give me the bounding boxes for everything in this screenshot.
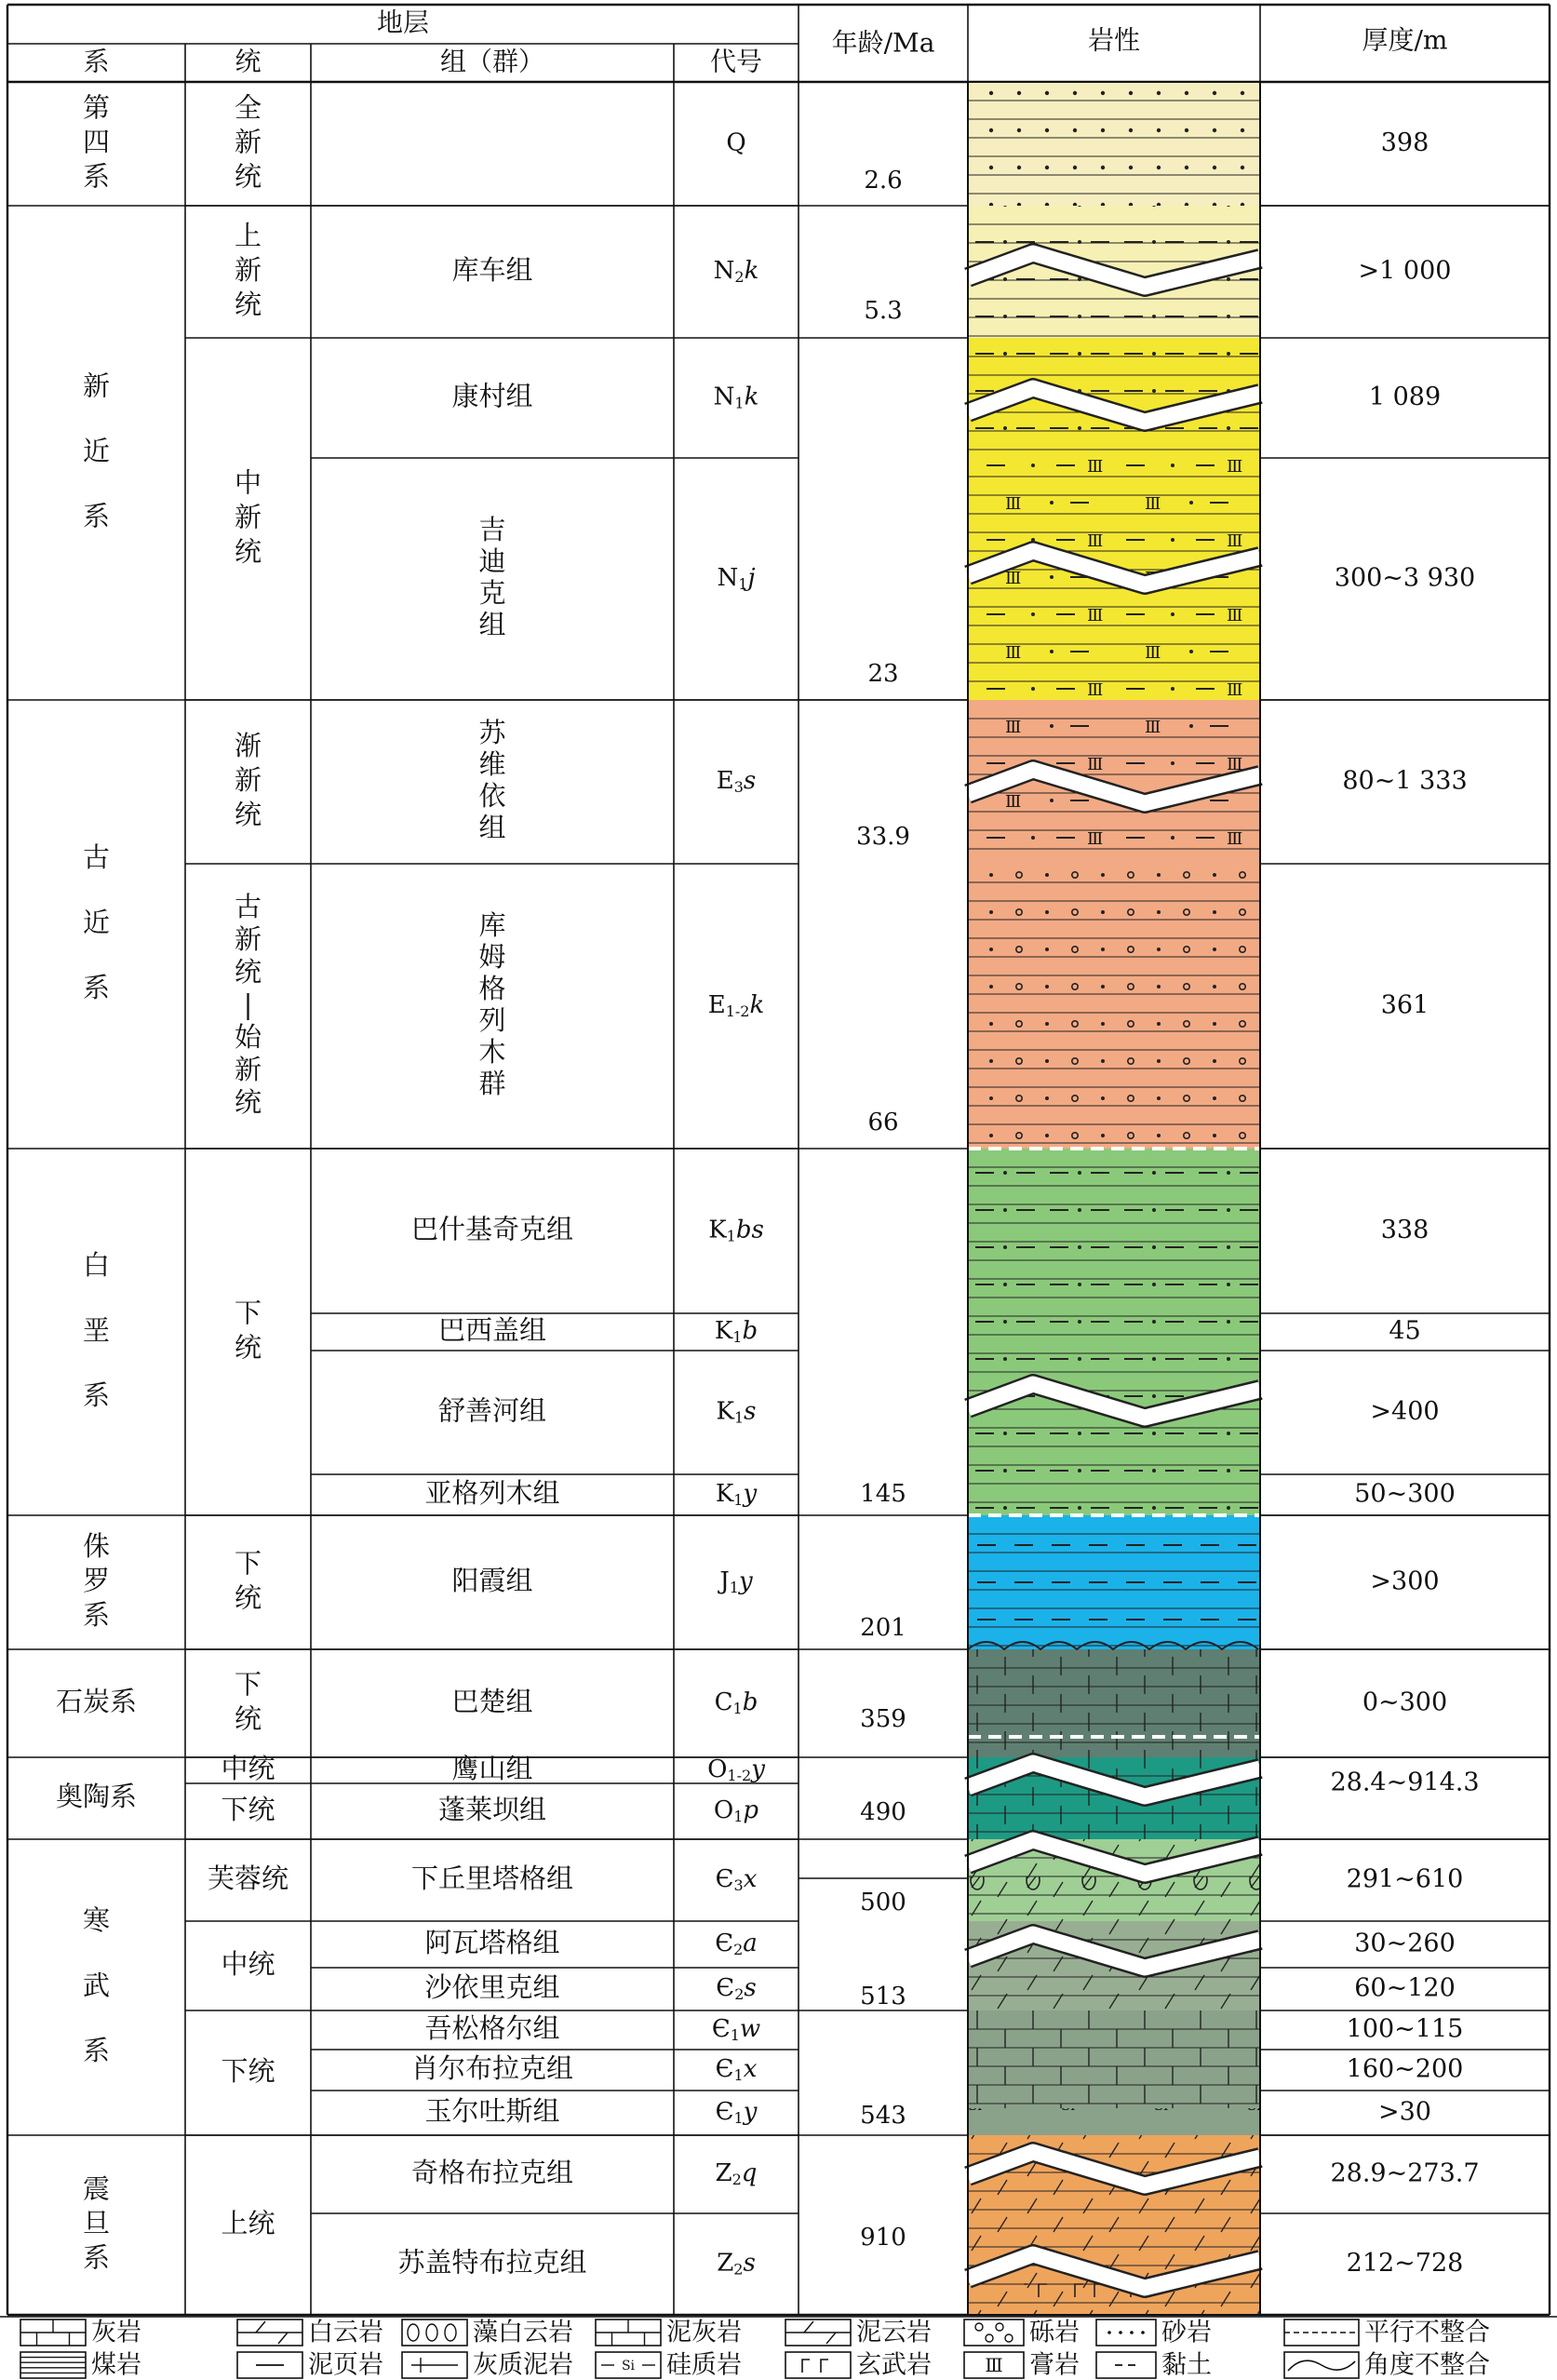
formation-thickness: 338 xyxy=(1380,1216,1429,1244)
legend-swatch xyxy=(20,2352,86,2378)
legend-label: 玄武岩 xyxy=(856,2350,932,2380)
formation-thickness: 45 xyxy=(1389,1316,1421,1346)
legend-swatch xyxy=(1096,2319,1156,2346)
formation-thickness: 300~3 930 xyxy=(1334,563,1476,593)
legend-label: 泥云岩 xyxy=(856,2318,932,2347)
formation-name: 亚格列木组 xyxy=(424,1477,560,1509)
formation-thickness: 291~610 xyxy=(1346,1864,1464,1894)
formation-thickness: 160~200 xyxy=(1346,2054,1464,2084)
header-code: 代号 xyxy=(709,46,763,77)
legend-label: 泥页岩 xyxy=(308,2350,383,2380)
formation-thickness: >400 xyxy=(1370,1397,1440,1426)
legend-swatch xyxy=(1096,2352,1156,2378)
legend-item-algal-dolomite xyxy=(402,2319,573,2347)
legend-label: 灰质泥岩 xyxy=(473,2350,573,2380)
formation-code: $C_1b$ xyxy=(714,1688,758,1717)
lithology-column xyxy=(968,82,1260,2315)
formation-name: 肖尔布拉克组 xyxy=(410,2052,574,2084)
system-name: 白垩系 xyxy=(82,1249,111,1411)
formation-code: $Є_1w$ xyxy=(711,2015,761,2044)
lithology-pattern xyxy=(968,1649,1260,1757)
header-age: 年龄/Ma xyxy=(831,27,935,59)
formation-thickness: 30~260 xyxy=(1354,1929,1456,1958)
legend-label: 黏土 xyxy=(1161,2350,1212,2380)
siliceous-pattern xyxy=(968,2108,1260,2135)
legend-item-angular-unconformity xyxy=(1284,2351,1490,2380)
legend-item-basalt xyxy=(785,2351,932,2380)
formation-code: $E_{1-2}k$ xyxy=(707,991,765,1020)
system-name: 侏罗系 xyxy=(82,1530,111,1631)
formation-code: $Є_2a$ xyxy=(715,1930,758,1958)
formation-code: $J_1y$ xyxy=(719,1567,753,1596)
formation-name: 奇格布拉克组 xyxy=(410,2157,574,2188)
formation-thickness: 361 xyxy=(1380,990,1429,1020)
legend-swatch xyxy=(964,2319,1024,2346)
ordovician-thickness: 28.4~914.3 xyxy=(1330,1768,1480,1797)
legend-label: 藻白云岩 xyxy=(473,2318,573,2347)
legend-swatch xyxy=(785,2352,851,2378)
formation-name: 蓬莱坝组 xyxy=(437,1794,547,1825)
legend-item-conglomerate xyxy=(964,2319,1080,2347)
formation-thickness: 0~300 xyxy=(1362,1688,1448,1717)
series-name: 上新统 xyxy=(234,220,262,320)
series-name: 中统 xyxy=(221,1948,275,1980)
series-name: 全新统 xyxy=(234,91,262,193)
age-value: 543 xyxy=(860,2102,906,2130)
lithology-pattern xyxy=(968,1515,1260,1649)
age-value: 201 xyxy=(860,1614,906,1642)
series-name: 中统 xyxy=(221,1753,275,1784)
formation-name: 库姆格列木群 xyxy=(478,909,506,1099)
legend-item-disconformity xyxy=(1284,2319,1490,2347)
legend xyxy=(0,2317,1557,2380)
age-value: 2.6 xyxy=(864,167,903,195)
legend-label: 膏岩 xyxy=(1029,2350,1080,2380)
age-value: 5.3 xyxy=(864,297,903,325)
formation-name: 苏维依组 xyxy=(478,717,506,843)
formation-name: 吾松格尔组 xyxy=(424,2012,560,2044)
legend-item-clay xyxy=(1096,2351,1212,2380)
series-name: 下统 xyxy=(234,1297,262,1364)
formation-code: $N_1k$ xyxy=(713,383,759,411)
series-name: 下统 xyxy=(234,1668,262,1735)
formation-code: $O_1p$ xyxy=(713,1796,759,1825)
header-thickness: 厚度/m xyxy=(1362,24,1448,56)
formation-name: 吉迪克组 xyxy=(478,514,506,640)
legend-label: 砾岩 xyxy=(1029,2318,1080,2347)
formation-code: $K_1b$ xyxy=(714,1317,758,1346)
formation-code: $K_1bs$ xyxy=(708,1216,764,1244)
age-value: 33.9 xyxy=(856,823,910,851)
formation-code: $K_1y$ xyxy=(715,1480,758,1509)
series-name: 上统 xyxy=(221,2207,275,2239)
age-value: 910 xyxy=(860,2224,906,2252)
formation-name: 鹰山组 xyxy=(451,1753,533,1784)
formation-name: 巴楚组 xyxy=(451,1686,533,1717)
lithology-pattern xyxy=(968,1149,1260,1515)
formation-name: 苏盖特布拉克组 xyxy=(397,2246,587,2279)
formation-thickness: 100~115 xyxy=(1346,2014,1464,2044)
formation-name: 舒善河组 xyxy=(437,1394,547,1427)
series-name: 古新统|始新统 xyxy=(234,891,262,1118)
legend-label: 角度不整合 xyxy=(1364,2350,1490,2380)
svg-text:Ⅲ: Ⅲ xyxy=(985,2354,1003,2376)
system-name: 古近系 xyxy=(82,841,111,1003)
legend-label: 泥灰岩 xyxy=(666,2318,742,2347)
legend-item-marl xyxy=(596,2319,742,2347)
formation-thickness: 80~1 333 xyxy=(1342,766,1468,796)
formation-code: $O_{1-2}y$ xyxy=(707,1755,765,1784)
series-name: 下统 xyxy=(221,2055,275,2087)
age-value: 513 xyxy=(860,1983,906,2010)
formation-name: 巴西盖组 xyxy=(437,1314,547,1346)
formation-code: Q xyxy=(726,128,746,157)
formation-name: 下丘里塔格组 xyxy=(410,1862,574,1894)
legend-label: 灰岩 xyxy=(91,2318,141,2347)
series-name: 下统 xyxy=(221,1794,275,1825)
formation-code: $Z_2s$ xyxy=(717,2249,756,2278)
legend-label: 硅质岩 xyxy=(666,2350,742,2380)
series-name: 渐新统 xyxy=(234,730,262,830)
legend-item-calcareous-mudstone xyxy=(402,2351,573,2380)
legend-item-argillaceous-dolomite xyxy=(785,2319,932,2347)
formation-thickness: 50~300 xyxy=(1354,1479,1456,1509)
formation-code: $N_1j$ xyxy=(717,564,756,593)
formation-name: 玉尔吐斯组 xyxy=(424,2095,560,2127)
age-value: 23 xyxy=(867,660,899,688)
svg-text:Si: Si xyxy=(621,2359,636,2373)
series-name: 芙蓉统 xyxy=(207,1862,289,1894)
formation-code: $Є_1y$ xyxy=(715,2098,758,2127)
formation-code: $Є_2s$ xyxy=(716,1974,757,2003)
formation-thickness: 212~728 xyxy=(1346,2249,1464,2278)
formation-name: 阿瓦塔格组 xyxy=(424,1927,560,1958)
header-formation: 组（群） xyxy=(439,46,545,77)
formation-name: 巴什基奇克组 xyxy=(410,1213,574,1245)
header-stratum: 地层 xyxy=(376,7,430,38)
formation-thickness: >30 xyxy=(1378,2097,1431,2127)
series-name: 下统 xyxy=(234,1547,262,1614)
age-value: 66 xyxy=(867,1109,899,1136)
formation-name: 康村组 xyxy=(451,380,533,412)
formation-thickness: 60~120 xyxy=(1354,1973,1456,2003)
formation-code: $Є_1x$ xyxy=(715,2055,758,2084)
legend-label: 白云岩 xyxy=(308,2318,383,2347)
series-name: 中新统 xyxy=(234,466,262,568)
header-series: 统 xyxy=(235,46,262,77)
legend-label: 煤岩 xyxy=(91,2350,141,2380)
formation-thickness: >300 xyxy=(1370,1566,1440,1596)
system-name: 寒武系 xyxy=(82,1904,111,2066)
formation-code: $Z_2q$ xyxy=(715,2159,758,2188)
system-name: 石炭系 xyxy=(55,1686,138,1717)
formation-name: 沙依里克组 xyxy=(424,1971,560,2003)
formation-thickness: >1 000 xyxy=(1358,256,1452,286)
legend-label: 砂岩 xyxy=(1161,2318,1212,2347)
system-name: 第四系 xyxy=(82,91,111,193)
legend-item-mudstone-shale xyxy=(237,2351,383,2380)
formation-code: $Є_3x$ xyxy=(715,1865,758,1894)
legend-item-dolomite xyxy=(237,2319,383,2347)
age-value: 490 xyxy=(860,1798,906,1826)
legend-swatch xyxy=(402,2319,467,2346)
system-name: 震旦系 xyxy=(82,2172,111,2274)
formation-code: $N_2k$ xyxy=(713,257,759,286)
legend-item-sandstone xyxy=(1096,2319,1212,2347)
legend-item-limestone xyxy=(20,2319,141,2347)
header-lithology: 岩性 xyxy=(1087,24,1141,56)
legend-item-gypsum xyxy=(964,2351,1080,2380)
formation-code: $K_1s$ xyxy=(716,1397,757,1426)
formation-code: $E_3s$ xyxy=(716,767,757,796)
age-value: 145 xyxy=(860,1480,906,1508)
legend-item-coal xyxy=(20,2351,141,2380)
formation-thickness: 28.9~273.7 xyxy=(1330,2158,1480,2188)
header-system: 系 xyxy=(83,46,110,77)
formation-thickness: 1 089 xyxy=(1368,383,1442,411)
age-value: 359 xyxy=(860,1705,906,1733)
formation-name: 库车组 xyxy=(451,254,533,286)
algal-dolomite-band xyxy=(968,1876,1260,1899)
system-name: 新近系 xyxy=(82,370,111,532)
legend-label: 平行不整合 xyxy=(1364,2318,1490,2347)
table-text xyxy=(56,7,1480,2279)
legend-item-siliceous-rock xyxy=(596,2351,742,2380)
formation-name: 阳霞组 xyxy=(451,1565,533,1596)
system-name: 奥陶系 xyxy=(55,1781,138,1812)
age-value: 500 xyxy=(860,1889,906,1916)
formation-thickness: 398 xyxy=(1380,128,1429,157)
